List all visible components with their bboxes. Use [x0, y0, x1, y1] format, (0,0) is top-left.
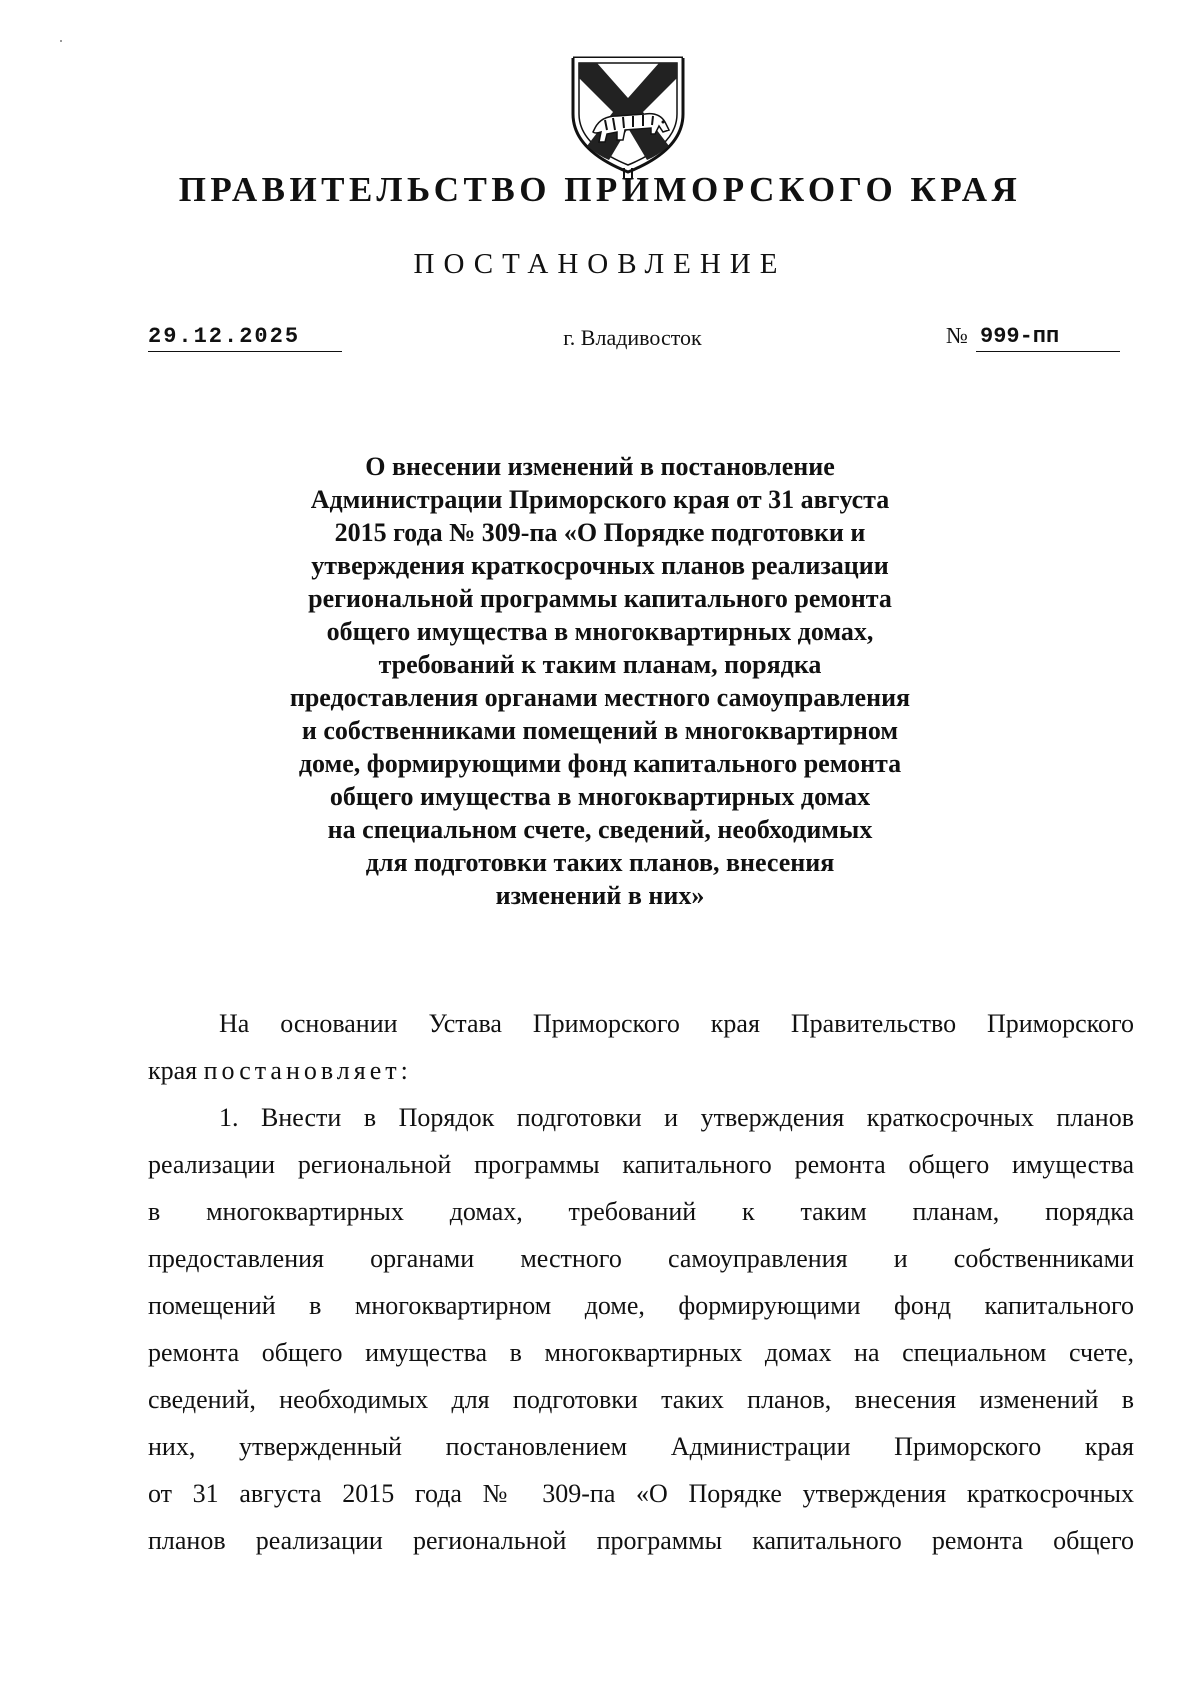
preamble-line-ending [148, 1047, 1134, 1094]
subject-line: утверждения краткосрочных планов реализации [311, 551, 889, 580]
item1-line: планов реализации региональной программы капитального ремонта общего [148, 1526, 1134, 1555]
item1-line: них, утвержденный постановлением Администрации Приморского края [148, 1432, 1134, 1461]
item1-line: помещений в многоквартирном доме, формирующими фонд капитального [148, 1291, 1134, 1320]
item1-line: реализации региональной программы капитального ремонта общего имущества [148, 1150, 1134, 1179]
document-body [148, 1000, 1134, 1564]
item1-line: сведений, необходимых для подготовки таких планов, внесения изменений в [148, 1385, 1134, 1414]
preamble-decree-word: постановляет: [203, 1056, 412, 1085]
subject-line: Администрации Приморского края от 31 августа [310, 485, 890, 514]
subject-line: региональной программы капитального ремонта [308, 584, 892, 613]
document-number-label: № [946, 323, 968, 348]
subject-line: доме, формирующими фонд капитального ремонта [298, 749, 902, 778]
subject-line: О внесении изменений в постановление [365, 452, 835, 481]
subject-line: изменений в них» [495, 881, 705, 910]
subject-line: общего имущества в многоквартирных домах [329, 782, 871, 811]
preamble-word: края [148, 1056, 198, 1085]
subject-line: для подготовки таких планов, внесения [365, 848, 835, 877]
item1-line: в многоквартирных домах, требований к таким планам, порядка [148, 1197, 1134, 1226]
item1-line: предоставления органами местного самоуправления и собственниками [148, 1244, 1134, 1273]
subject-line: на специальном счете, сведений, необходимых [327, 815, 873, 844]
subject-line: требований к таким планам, порядка [378, 650, 822, 679]
government-title: ПРАВИТЕЛЬСТВО ПРИМОРСКОГО КРАЯ [178, 170, 1022, 209]
subject-line: и собственниками помещений в многоквартирном [301, 716, 899, 745]
item1-line: ремонта общего имущества в многоквартирных домах на специальном счете, [148, 1338, 1134, 1367]
document-subject [0, 450, 1200, 912]
item1-line: 1. Внести в Порядок подготовки и утверждения краткосрочных планов [219, 1103, 1134, 1132]
document-number: 999-пп [976, 324, 1120, 352]
preamble-line: На основании Устава Приморского края Правительство Приморского [219, 1009, 1134, 1038]
document-city: г. Владивосток [563, 325, 702, 350]
subject-line: предоставления органами местного самоуправления [289, 683, 911, 712]
coat-of-arms-icon [567, 50, 689, 178]
scan-speck [60, 40, 62, 42]
document-type: ПОСТАНОВЛЕНИЕ [413, 248, 787, 280]
subject-line: общего имущества в многоквартирных домах, [326, 617, 874, 646]
subject-line: 2015 года № 309-па «О Порядке подготовки и [334, 518, 866, 547]
item1-line: от 31 августа 2015 года № 309-па «О Порядке утверждения краткосрочных [148, 1479, 1134, 1508]
document-date: 29.12.2025 [148, 324, 342, 352]
